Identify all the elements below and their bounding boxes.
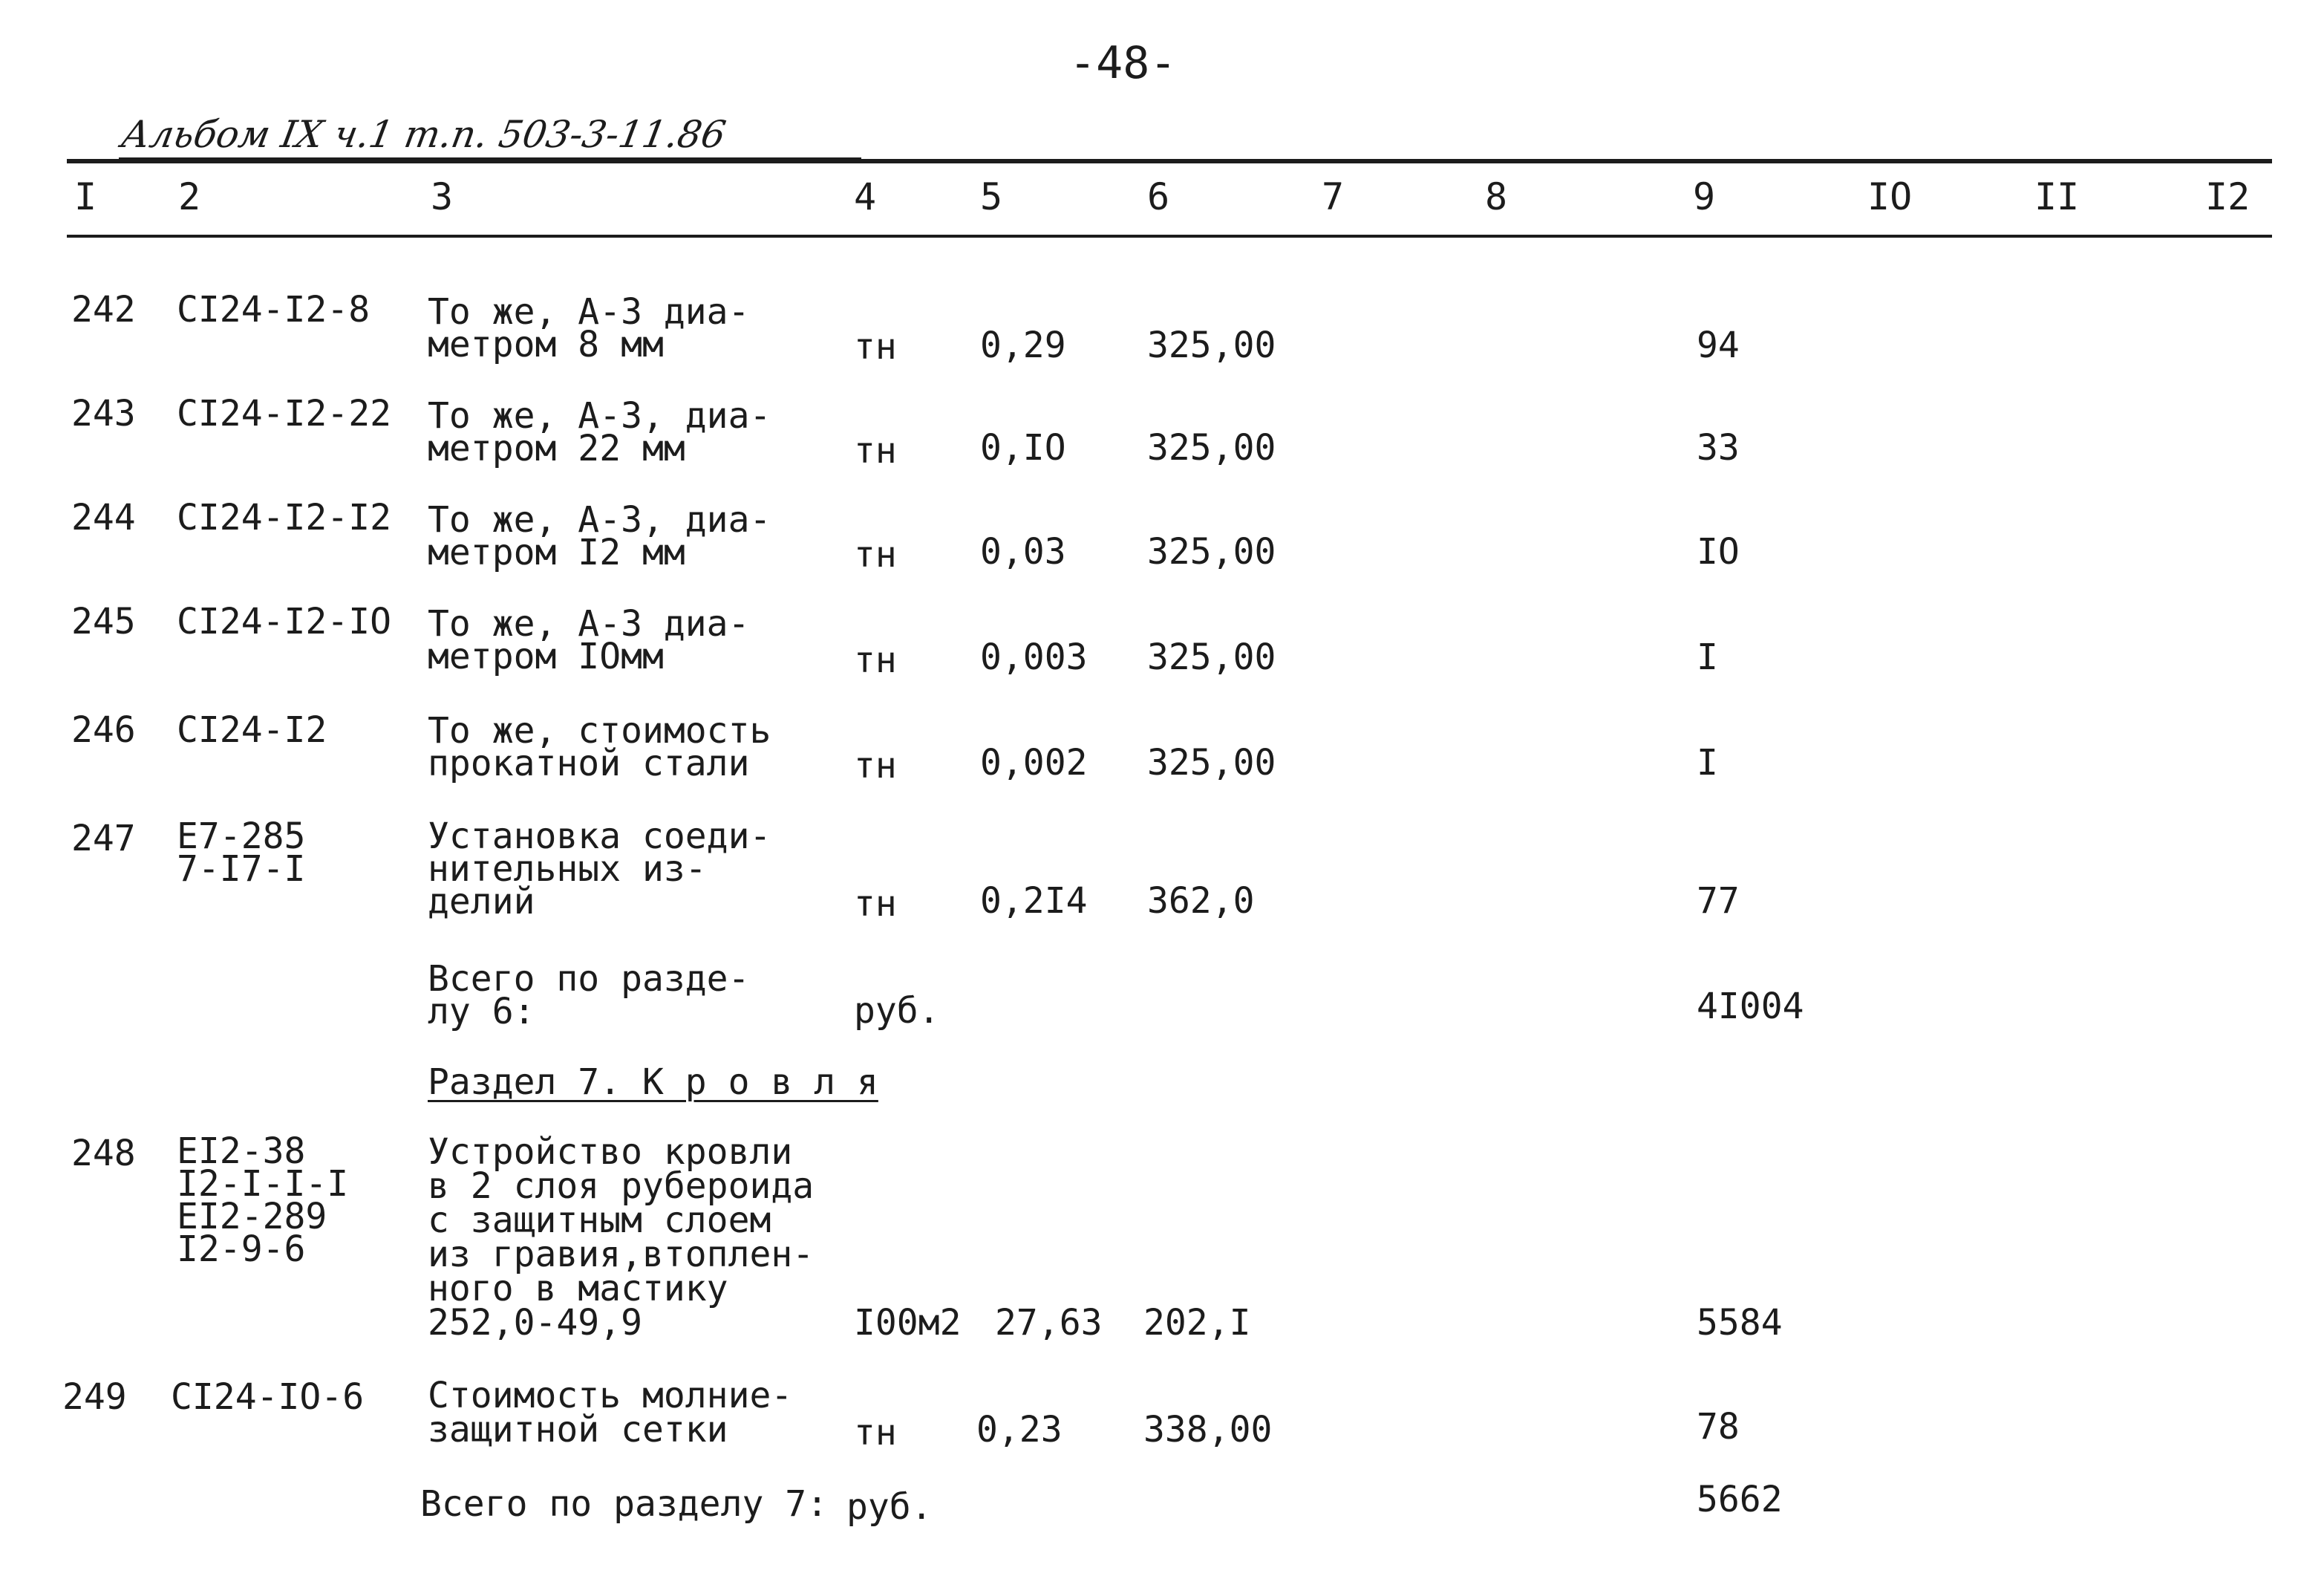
- row-242-number: 242: [71, 289, 136, 331]
- row-249-number: 249: [62, 1376, 127, 1418]
- row-247-description: Установка соеди- нительных из- делий: [428, 815, 771, 922]
- row-244-price: 325,00: [1147, 531, 1276, 573]
- row-243-code: CI24-I2-22: [177, 393, 391, 434]
- section-7-total-value: 5662: [1697, 1479, 1783, 1520]
- row-244-unit: тн: [854, 534, 897, 576]
- row-242-code: CI24-I2-8: [177, 289, 371, 331]
- section-6-total-label: Всего по разде- лу 6:: [428, 958, 750, 1032]
- row-245-number: 245: [71, 601, 136, 642]
- column-header-12: I2: [2205, 175, 2250, 218]
- row-245-quantity: 0,003: [980, 637, 1088, 678]
- page-number: -48-: [1069, 37, 1177, 89]
- row-243-price: 325,00: [1147, 427, 1276, 469]
- row-249-code: CI24-IO-6: [171, 1376, 365, 1418]
- row-249-quantity: 0,23: [976, 1409, 1063, 1451]
- album-reference: Альбом IX ч.1 т.п. 503-3-11.86: [118, 113, 729, 156]
- table-top-rule: [67, 159, 2272, 163]
- row-247-price: 362,0: [1147, 880, 1255, 922]
- row-246-total: I: [1697, 742, 1718, 784]
- row-248-number: 248: [71, 1133, 136, 1174]
- row-249-description: Стоимость молние- защитной сетки: [428, 1375, 793, 1451]
- row-245-description: То же, А-3 диа- метром IOмм: [428, 603, 750, 677]
- row-246-code: CI24-I2: [177, 709, 327, 751]
- row-247-total: 77: [1697, 880, 1740, 922]
- row-243-description: То же, А-3, диа- метром 22 мм: [428, 395, 771, 469]
- column-header-11: II: [2034, 175, 2080, 218]
- row-246-unit: тн: [854, 745, 897, 787]
- row-243-quantity: 0,IO: [980, 427, 1066, 469]
- row-248-total: 5584: [1697, 1302, 1783, 1344]
- row-248-code: EI2-38 I2-I-I-I EI2-289 I2-9-6: [177, 1130, 349, 1270]
- row-244-description: То же, А-3, диа- метром I2 мм: [428, 499, 771, 573]
- row-244-code: CI24-I2-I2: [177, 497, 391, 538]
- row-247-code: E7-285 7-I7-I: [177, 815, 306, 890]
- column-header-5: 5: [980, 175, 1003, 218]
- row-247-unit: тн: [854, 883, 897, 925]
- column-header-1: I: [74, 175, 97, 218]
- row-242-total: 94: [1697, 325, 1740, 366]
- row-248-quantity: 27,63: [995, 1302, 1103, 1344]
- row-247-number: 247: [71, 818, 136, 859]
- row-242-price: 325,00: [1147, 325, 1276, 366]
- row-242-description: То же, А-3 диа- метром 8 мм: [428, 291, 750, 365]
- row-245-code: CI24-I2-IO: [177, 601, 391, 642]
- column-header-4: 4: [854, 175, 877, 218]
- section-7-total-unit: руб.: [846, 1486, 933, 1528]
- row-248-description: Устройство кровли в 2 слоя рубероида с защитным слоем из гравия,втоплен- ного в мастику 252,0-49,9: [428, 1131, 815, 1344]
- column-header-2: 2: [178, 175, 201, 218]
- column-header-6: 6: [1147, 175, 1170, 218]
- row-245-price: 325,00: [1147, 637, 1276, 678]
- row-249-unit: тн: [854, 1412, 897, 1453]
- column-header-9: 9: [1693, 175, 1716, 218]
- row-245-unit: тн: [854, 639, 897, 681]
- column-header-8: 8: [1485, 175, 1508, 218]
- row-244-quantity: 0,03: [980, 531, 1066, 573]
- row-246-description: То же, стоимость прокатной стали: [428, 710, 771, 784]
- row-248-price: 202,I: [1143, 1302, 1251, 1344]
- row-242-unit: тн: [854, 326, 897, 368]
- row-243-total: 33: [1697, 427, 1740, 469]
- section-7-title: Раздел 7. К р о в л я: [428, 1061, 878, 1103]
- section-6-total-unit: руб.: [854, 990, 940, 1032]
- row-242-quantity: 0,29: [980, 325, 1066, 366]
- row-244-number: 244: [71, 497, 136, 538]
- row-245-total: I: [1697, 637, 1718, 678]
- row-246-number: 246: [71, 709, 136, 751]
- column-header-3: 3: [431, 175, 454, 218]
- section-6-total-value: 4I004: [1697, 986, 1804, 1027]
- header-bottom-rule: [67, 235, 2272, 238]
- row-249-price: 338,00: [1143, 1409, 1273, 1451]
- column-header-7: 7: [1322, 175, 1345, 218]
- row-247-quantity: 0,2I4: [980, 880, 1088, 922]
- section-7-total-label: Всего по разделу 7:: [420, 1483, 829, 1525]
- row-249-total: 78: [1697, 1406, 1740, 1448]
- row-243-number: 243: [71, 393, 136, 434]
- row-246-quantity: 0,002: [980, 742, 1088, 784]
- column-header-10: IO: [1867, 175, 1913, 218]
- row-243-unit: тн: [854, 430, 897, 472]
- row-248-unit: I00м2: [854, 1302, 962, 1344]
- row-244-total: IO: [1697, 531, 1740, 573]
- row-246-price: 325,00: [1147, 742, 1276, 784]
